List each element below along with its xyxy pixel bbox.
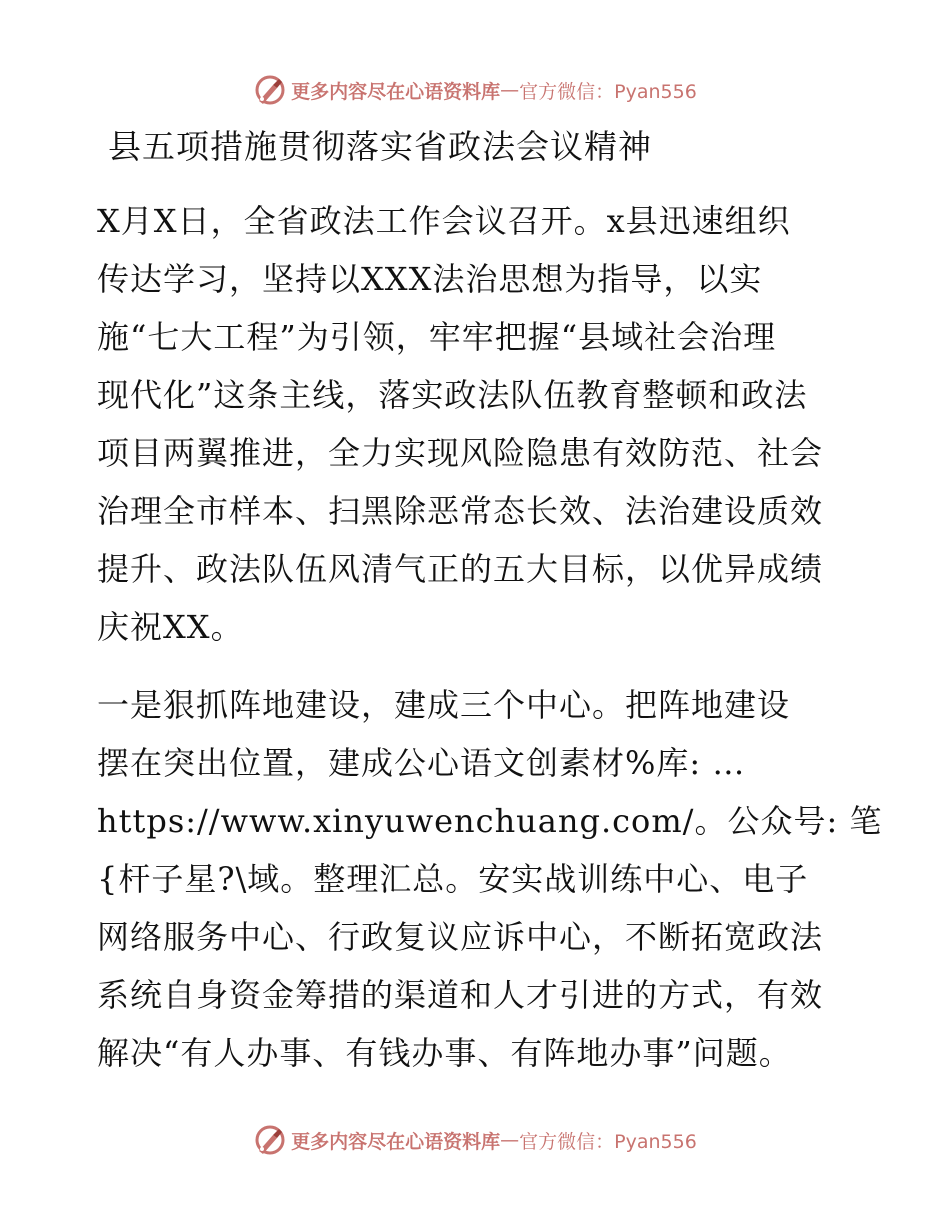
paragraph-line: 提升、政法队伍风清气正的五大目标，以优异成绩 — [97, 550, 824, 588]
watermark-contact: 官方微信：Pyan556 — [519, 80, 697, 103]
circular-pen-logo-icon — [253, 73, 287, 107]
watermark-contact: 官方微信：Pyan556 — [519, 1130, 697, 1153]
paragraph-2 — [97, 676, 883, 1082]
watermark-separator: — — [500, 79, 520, 101]
document-title: 县五项措施贯彻落实省政法会议精神 — [108, 127, 652, 166]
paragraph-line: 传达学习，坚持以XXX法治思想为指导，以实 — [97, 260, 763, 298]
paragraph-line: 项目两翼推进，全力实现风险隐患有效防范、社会 — [97, 434, 824, 472]
paragraph-line: 施“七大工程”为引领，牢牢把握“县域社会治理 — [97, 318, 777, 356]
paragraph-line: 现代化”这条主线，落实政法队伍教育整顿和政法 — [97, 376, 808, 414]
footer-watermark — [0, 1120, 950, 1160]
paragraph-line: 系统自身资金筹措的渠道和人才引进的方式，有效 — [97, 976, 824, 1014]
paragraph-line: 网络服务中心、行政复议应诉中心，不断拓宽政法 — [97, 918, 824, 956]
paragraph-line: {杆子星?\域。整理汇总。安实战训练中心、电子 — [97, 860, 809, 898]
paragraph-line: X月X日，全省政法工作会议召开。x县迅速组织 — [97, 202, 791, 240]
paragraph-line: 解决“有人办事、有钱办事、有阵地办事”问题。 — [97, 1034, 792, 1072]
watermark-text: 更多内容尽在心语资料库 — [291, 80, 501, 103]
paragraph-line: 一是狠抓阵地建设，建成三个中心。把阵地建设 — [97, 686, 791, 724]
watermark-text: 更多内容尽在心语资料库 — [291, 1130, 501, 1153]
header-watermark — [0, 70, 950, 110]
watermark-separator: — — [500, 1129, 520, 1151]
paragraph-line: 治理全市样本、扫黑除恶常态长效、法治建设质效 — [97, 492, 824, 530]
circular-pen-logo-icon — [253, 1123, 287, 1157]
paragraph-1 — [97, 192, 857, 656]
paragraph-line: 庆祝XX。 — [97, 608, 244, 646]
paragraph-line: https://www.xinyuwenchuang.com/。公众号: 笔 — [97, 802, 883, 840]
paragraph-line: 摆在突出位置，建成公心语文创素材%库: … — [97, 744, 746, 782]
